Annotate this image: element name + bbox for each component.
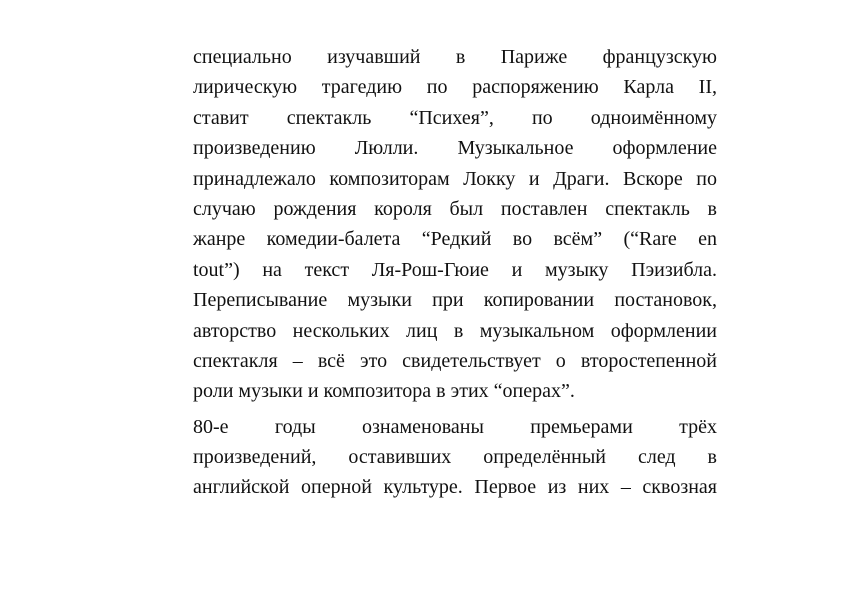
- text-line: произведений, оставивших определённый след в: [193, 446, 717, 469]
- text-line: английской оперной культуре. Первое из них – сквозная: [193, 476, 717, 499]
- text-line: роли музыки и композитора в этих “операх”.: [193, 380, 575, 403]
- page-text: [193, 42, 717, 503]
- text-line: жанре комедии-балета “Редкий во всём” (“Rare en: [193, 228, 717, 251]
- text-line: произведению Люлли. Музыкальное оформление: [193, 137, 717, 160]
- text-line: лирическую трагедию по распоряжению Карла II,: [193, 76, 717, 99]
- text-line: принадлежало композиторам Локку и Драги. Вскоре по: [193, 167, 717, 190]
- text-line: tout”) на текст Ля-Рош-Гюие и музыку Пэизибла.: [193, 258, 717, 281]
- text-line: 80-е годы ознаменованы премьерами трёх: [193, 415, 717, 438]
- text-line: Переписывание музыки при копировании постановок,: [193, 289, 717, 312]
- text-line: специально изучавший в Париже французскую: [193, 46, 717, 68]
- text-line: ставит спектакль “Психея”, по одноимённому: [193, 106, 717, 129]
- paragraph: [193, 412, 717, 503]
- text-line: авторство нескольких лиц в музыкальном оформлении: [193, 319, 717, 342]
- paragraph: [193, 42, 717, 407]
- text-line: спектакля – всё это свидетельствует о второстепенной: [193, 349, 717, 372]
- text-line: случаю рождения короля был поставлен спектакль в: [193, 197, 717, 220]
